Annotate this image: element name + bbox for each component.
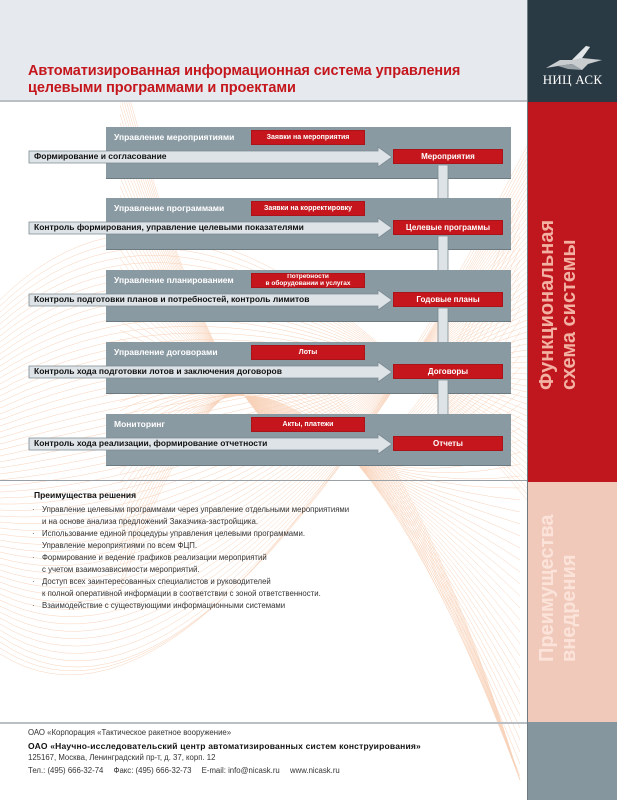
output-result-box: Мероприятия	[393, 149, 503, 164]
advantages-section	[28, 490, 508, 612]
advantage-item: · Формирование и ведение графиков реализации мероприятий с учетом взаимозависимости мероприятий.	[32, 553, 267, 574]
process-arrow	[28, 361, 393, 383]
input-document-box: Лоты	[251, 345, 365, 360]
footer-address: 125167, Москва, Ленинградский пр-т, д. 37, корп. 12	[28, 753, 216, 762]
logo-text: НИЦ АСК	[542, 72, 603, 87]
input-document-box: Заявки на корректировку	[251, 201, 365, 216]
input-document-box: Акты, платежи	[251, 417, 365, 432]
output-result-box: Целевые программы	[393, 220, 503, 235]
advantages-title: Преимущества решения	[34, 490, 137, 500]
process-arrow	[28, 217, 393, 239]
output-result-box: Отчеты	[393, 436, 503, 451]
process-label: Контроль хода подготовки лотов и заключения договоров	[34, 366, 282, 376]
process-label: Формирование и согласование	[34, 151, 167, 161]
sidebar-heading-function: Функциональная схема системы	[536, 219, 580, 390]
bullet-icon: ·	[32, 505, 35, 514]
jet-plane-icon	[542, 42, 604, 72]
advantage-item: · Доступ всех заинтересованных специалистов и руководителей к полной оперативной информации в соответствии с зоной ответственности.	[32, 577, 321, 598]
process-label: Контроль формирования, управление целевыми показателями	[34, 222, 304, 232]
advantage-item: · Управление целевыми программами через управление отдельными мероприятиями и на основе анализа предложений Заказчика-застройщика.	[32, 505, 350, 526]
advantage-item: · Использование единой процедуры управления целевыми программами. Управление мероприятиями по всем ФЦП.	[32, 529, 306, 550]
process-arrow	[28, 433, 393, 455]
footer-fax: Факс: (495) 666-32-73	[113, 765, 192, 775]
input-document-box: Потребности в оборудовании и услугах	[251, 273, 365, 288]
bullet-icon: ·	[32, 529, 35, 538]
process-arrow	[28, 289, 393, 311]
process-label: Контроль хода реализации, формирование отчетности	[34, 438, 268, 448]
footer-organization: ОАО «Научно-исследовательский центр автоматизированных систем конструирования»	[28, 740, 421, 751]
footer-email[interactable]: E-mail: info@nicask.ru	[201, 765, 280, 775]
sidebar-heading-advantages: Преимущества внедрения	[536, 514, 580, 662]
advantage-item: · Взаимодействие с существующими информационными системами	[32, 601, 286, 610]
footer-contacts	[28, 765, 523, 778]
process-label: Контроль подготовки планов и потребностей, контроль лимитов	[34, 294, 310, 304]
bullet-icon: ·	[32, 553, 35, 562]
footer-website[interactable]: www.nicask.ru	[289, 765, 340, 775]
stage-label: Управление мероприятиями	[114, 132, 235, 142]
footer	[28, 727, 523, 777]
sidebar-section-function	[528, 102, 617, 482]
stage-label: Мониторинг	[114, 419, 165, 429]
advantages-list	[28, 504, 508, 612]
page-title-line1: Автоматизированная информационная система управления	[28, 63, 461, 79]
section-divider	[0, 480, 527, 481]
company-logo	[528, 0, 617, 102]
footer-divider	[0, 722, 527, 724]
process-arrow	[28, 146, 393, 168]
output-result-box: Договоры	[393, 364, 503, 379]
sidebar-section-advantages	[528, 482, 617, 722]
page-title-line2: целевыми программами и проектами	[28, 80, 296, 96]
stage-label: Управление программами	[114, 203, 225, 213]
footer-corporation: ОАО «Корпорация «Тактическое ракетное вооружение»	[28, 728, 232, 737]
output-result-box: Годовые планы	[393, 292, 503, 307]
bullet-icon: ·	[32, 601, 35, 610]
stage-label: Управление договорами	[114, 347, 218, 357]
stage-label: Управление планированием	[114, 275, 234, 285]
sidebar	[527, 0, 617, 800]
footer-phone: Тел.: (495) 666-32-74	[28, 765, 104, 775]
sidebar-footer-block	[528, 722, 617, 800]
input-document-box: Заявки на мероприятия	[251, 130, 365, 145]
bullet-icon: ·	[32, 577, 35, 586]
